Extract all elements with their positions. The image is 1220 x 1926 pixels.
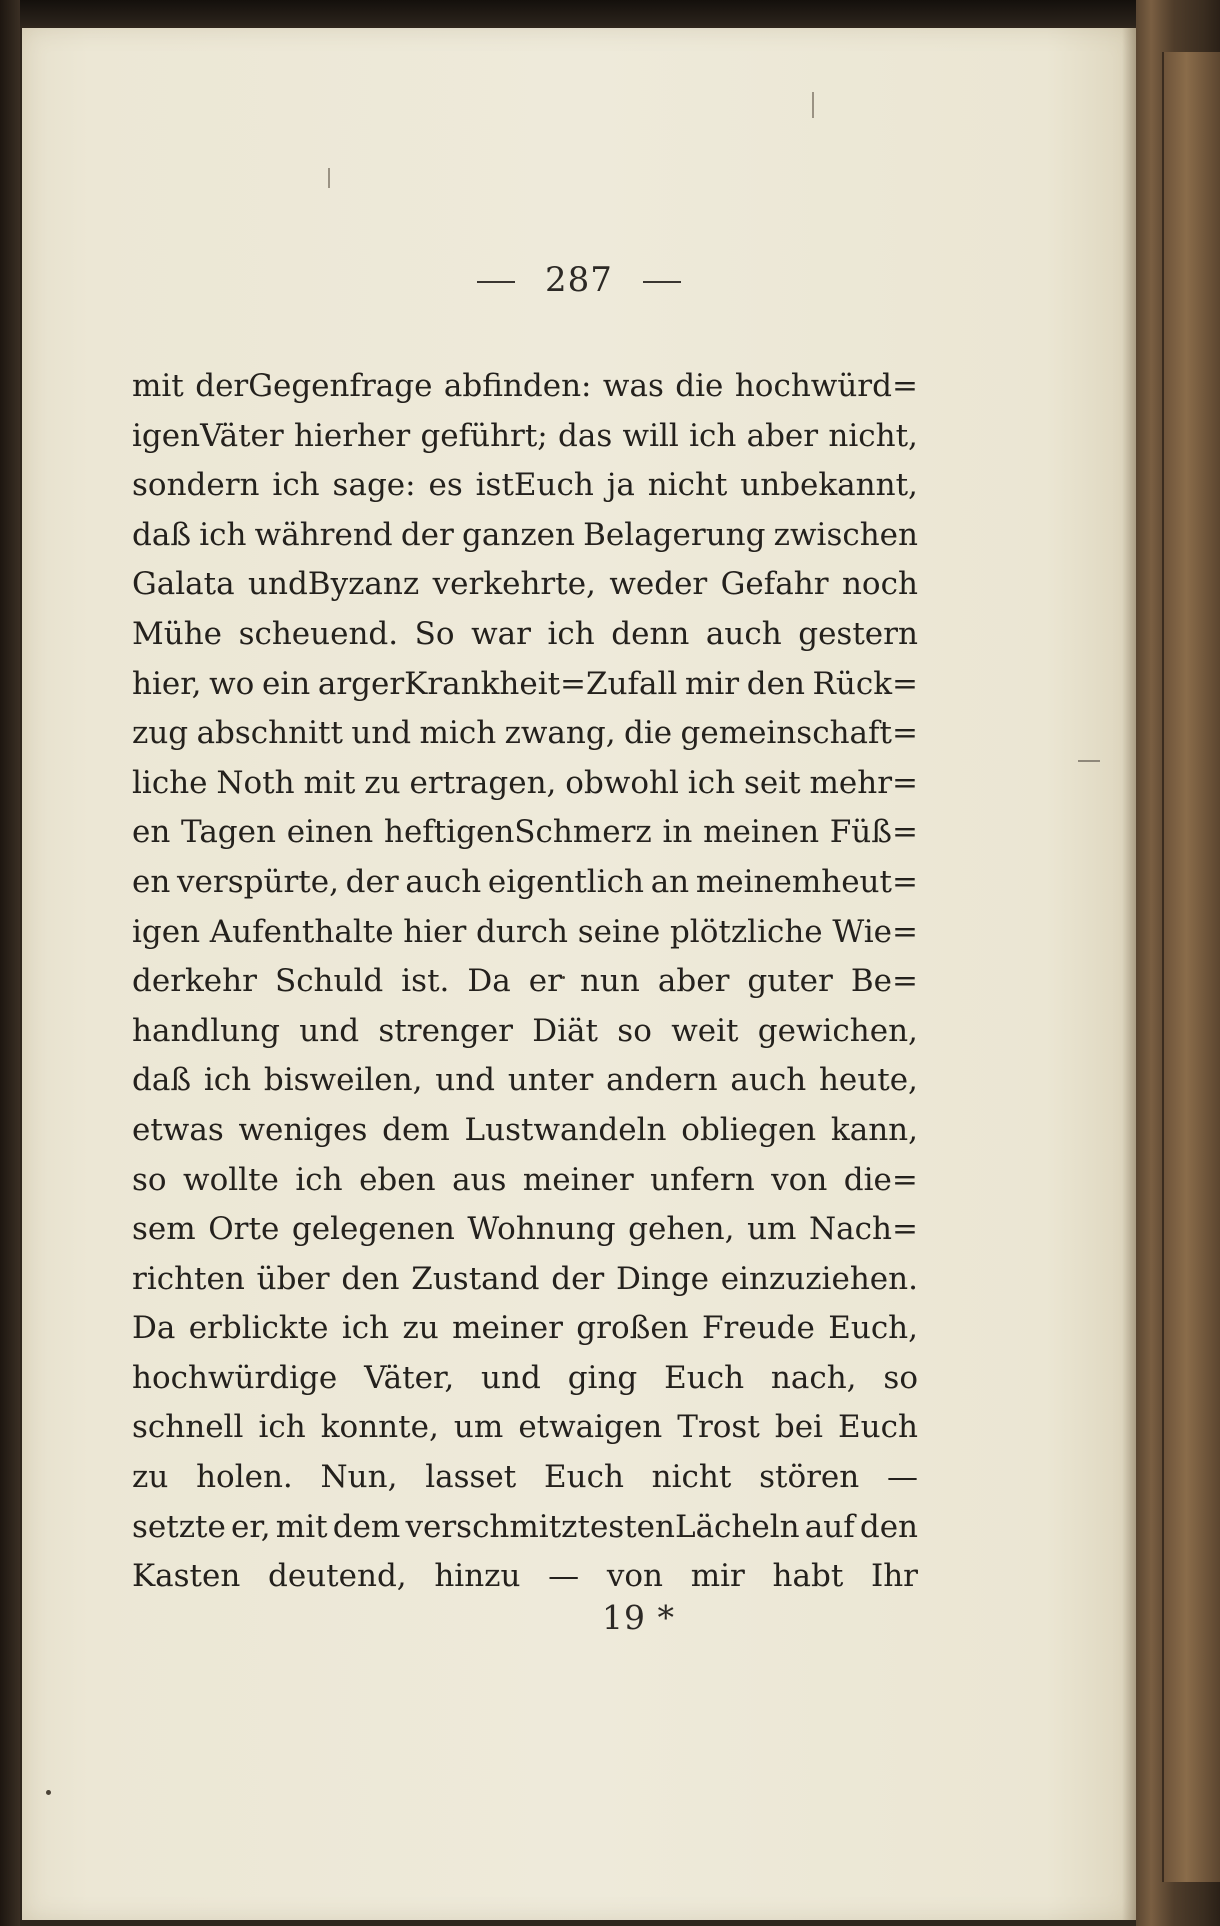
word: richten — [132, 1260, 245, 1297]
paper-blemish — [812, 92, 814, 118]
word: handlung — [132, 1012, 280, 1049]
page-number: 287 — [545, 260, 613, 300]
header-dash-left — [477, 281, 515, 283]
word: plötzliche — [669, 913, 823, 950]
word: Euch — [543, 1459, 624, 1496]
word: um — [747, 1211, 797, 1248]
word: gemeinschaft= — [680, 715, 918, 752]
word: und — [481, 1359, 541, 1396]
word: en — [132, 863, 171, 900]
word: so — [617, 1012, 652, 1049]
word: stören — [759, 1459, 860, 1496]
word: will — [622, 417, 679, 454]
word: auf — [804, 1508, 855, 1545]
word: meinemheut= — [695, 863, 918, 900]
word: Lustwandeln — [464, 1111, 667, 1148]
word: mir — [684, 665, 740, 702]
word: ja — [606, 467, 635, 504]
text-line — [132, 709, 918, 759]
word: Väter, — [364, 1359, 455, 1396]
word: ich — [687, 764, 736, 801]
text-line — [132, 1453, 918, 1503]
text-line — [132, 1007, 918, 1057]
word: Galata — [132, 566, 235, 603]
page-gutter-shadow — [1122, 28, 1136, 1920]
word: Zustand — [411, 1260, 540, 1297]
word: scheuend. — [238, 615, 399, 652]
word: en — [132, 814, 171, 851]
word: abschnitt — [196, 715, 343, 752]
word: gelegenen — [291, 1211, 455, 1248]
word: mit — [303, 764, 356, 801]
word: Euch — [838, 1409, 918, 1446]
word: hier, — [132, 665, 202, 702]
book-cover-band — [1162, 52, 1220, 1882]
paper-speck — [562, 976, 565, 979]
text-line — [132, 759, 918, 809]
word: heute, — [818, 1062, 918, 1099]
word: Freude — [702, 1310, 815, 1347]
word: gestern — [798, 615, 918, 652]
word: ich — [547, 615, 595, 652]
word: in — [662, 814, 693, 851]
word: Nach= — [809, 1211, 918, 1248]
word: dem — [382, 1111, 450, 1148]
word: mit — [132, 368, 184, 404]
paper-blemish — [328, 168, 330, 188]
word: der — [551, 1260, 605, 1297]
word: der — [345, 863, 399, 900]
word: sem — [132, 1211, 196, 1248]
word: unter — [507, 1062, 594, 1099]
text-line — [132, 808, 918, 858]
scan-top-edge — [0, 0, 1220, 26]
word: bei — [774, 1409, 823, 1446]
word: Euch — [664, 1359, 745, 1396]
word: nicht — [647, 467, 728, 504]
text-line — [132, 1255, 918, 1305]
text-line — [132, 1156, 918, 1206]
word: so — [132, 1161, 167, 1198]
word: hierher — [293, 417, 411, 454]
word: ging — [567, 1359, 638, 1396]
word: Belagerung — [583, 516, 766, 553]
word: zu — [402, 1310, 439, 1347]
word: nicht — [651, 1459, 732, 1496]
text-line — [132, 1056, 918, 1106]
word: Be= — [850, 963, 918, 1000]
word: mich — [419, 715, 497, 752]
word: verschmitztestenLächeln — [405, 1508, 800, 1545]
word: etwas — [132, 1111, 224, 1148]
word: auch — [730, 1062, 807, 1099]
word: konnte, — [320, 1409, 439, 1446]
word: ich — [689, 417, 737, 454]
text-line — [132, 957, 918, 1007]
word: an — [650, 863, 690, 900]
word: ist. — [401, 963, 450, 1000]
text-line — [132, 511, 918, 561]
word: geführt; — [420, 417, 548, 454]
word: den — [859, 1508, 918, 1545]
word: argerKrankheit=Zufall — [317, 665, 678, 702]
word: aber — [657, 963, 730, 1000]
text-line — [132, 1205, 918, 1255]
word: unbekannt, — [740, 467, 918, 504]
word: ich — [199, 516, 247, 553]
text-line — [132, 1503, 918, 1553]
body-text — [132, 362, 918, 1602]
text-line — [132, 1106, 918, 1156]
word: über — [256, 1260, 330, 1297]
word: strenger — [378, 1012, 513, 1049]
word: auch — [705, 615, 782, 652]
word: eigentlich — [487, 863, 644, 900]
text-line — [132, 1354, 918, 1404]
text-line — [132, 412, 918, 462]
word: obliegen — [681, 1111, 817, 1148]
text-line — [132, 660, 918, 710]
word: sage: — [332, 467, 416, 504]
text-line — [132, 1552, 918, 1602]
word: ich — [258, 1409, 306, 1446]
word: gewichen, — [757, 1012, 918, 1049]
word: großen — [576, 1310, 689, 1347]
word: noch — [841, 566, 918, 603]
word: Aufenthalte — [209, 913, 394, 950]
word: zu — [132, 1459, 169, 1496]
text-line — [132, 908, 918, 958]
word: unfern — [650, 1161, 755, 1198]
word: ich — [295, 1161, 343, 1198]
word: Wie= — [832, 913, 918, 950]
word: Mühe — [132, 615, 223, 652]
word: etwaigen — [518, 1409, 663, 1446]
word: daß — [132, 516, 192, 553]
word: verkehrte, — [432, 566, 596, 603]
word: So — [414, 615, 455, 652]
word: das — [558, 417, 613, 454]
text-line — [132, 1403, 918, 1453]
word: Nun, — [320, 1459, 398, 1496]
word: bisweilen, — [263, 1062, 423, 1099]
word: Tagen — [181, 814, 276, 851]
header-dash-right — [643, 281, 681, 283]
word: eben — [359, 1161, 436, 1198]
word: holen. — [196, 1459, 293, 1496]
word: er, — [231, 1508, 271, 1545]
word: durch — [476, 913, 569, 950]
text-line — [132, 610, 918, 660]
word: zu — [364, 764, 401, 801]
word: war — [471, 615, 531, 652]
word: Da — [132, 1310, 176, 1347]
word: die — [675, 368, 724, 404]
word: igen — [132, 913, 201, 950]
word: und — [351, 715, 412, 752]
word: ganzen — [462, 516, 575, 553]
word: Schuld — [274, 963, 384, 1000]
word: Ihr — [870, 1558, 918, 1595]
word: habt — [772, 1558, 844, 1595]
word: abfinden: — [443, 368, 592, 404]
word: aus — [452, 1161, 507, 1198]
word: lasset — [425, 1459, 517, 1496]
word: Dinge — [616, 1260, 709, 1297]
word: hochwürdige — [132, 1359, 338, 1396]
word: und — [299, 1012, 360, 1049]
word: von — [771, 1161, 828, 1198]
word: zwang, — [504, 715, 616, 752]
word: aber — [746, 417, 819, 454]
word: einzuziehen. — [720, 1260, 918, 1297]
page-header — [22, 260, 1136, 300]
word: Diät — [532, 1012, 598, 1049]
text-line — [132, 1304, 918, 1354]
word: den — [341, 1260, 400, 1297]
word: den — [746, 665, 805, 702]
word: was — [602, 368, 664, 404]
word: ertragen, — [409, 764, 557, 801]
word: kann, — [830, 1111, 918, 1148]
word: wo — [209, 665, 255, 702]
word: weit — [671, 1012, 739, 1049]
word: um — [453, 1409, 504, 1446]
word: guter — [747, 963, 833, 1000]
word: denn — [611, 615, 690, 652]
word: mit — [275, 1508, 328, 1545]
word: deutend, — [268, 1558, 407, 1595]
word: hochwürd= — [734, 368, 918, 404]
word: dem — [332, 1508, 401, 1545]
word: sondern — [132, 467, 260, 504]
word: die= — [843, 1161, 918, 1198]
book-spine-edge — [0, 0, 20, 1926]
word: Füß= — [829, 814, 918, 851]
word: andern — [606, 1062, 718, 1099]
paper-speck — [46, 1790, 51, 1795]
text-line — [132, 362, 918, 412]
word: mir — [690, 1558, 745, 1595]
word: Da — [467, 963, 511, 1000]
word: daß — [132, 1062, 192, 1099]
word: die — [623, 715, 673, 752]
word: nicht, — [828, 417, 918, 454]
word: Kasten — [132, 1558, 241, 1595]
word: Gefahr — [720, 566, 829, 603]
word: mehr= — [809, 764, 918, 801]
word: obwohl — [565, 764, 679, 801]
word: ich — [203, 1062, 252, 1099]
word: seine — [577, 913, 661, 950]
word: der — [400, 516, 454, 553]
word: nach, — [770, 1359, 857, 1396]
word: gehen, — [628, 1211, 735, 1248]
word: meinen — [703, 814, 820, 851]
word: liche — [132, 764, 208, 801]
word: Rück= — [812, 665, 918, 702]
text-line — [132, 560, 918, 610]
book-page — [22, 28, 1136, 1920]
word: ich — [341, 1310, 390, 1347]
word: so — [883, 1359, 918, 1396]
word: weniges — [238, 1111, 368, 1148]
word: nun — [579, 963, 640, 1000]
word: schnell — [132, 1409, 244, 1446]
word: und — [435, 1062, 496, 1099]
word: zwischen — [773, 516, 918, 553]
text-line — [132, 461, 918, 511]
word: es — [428, 467, 463, 504]
word: undByzanz — [248, 566, 420, 603]
word: Noth — [216, 764, 295, 801]
word: er — [528, 963, 562, 1000]
word: hier — [403, 913, 467, 950]
word: istEuch — [475, 467, 594, 504]
word: auch — [405, 863, 482, 900]
word: von — [606, 1558, 664, 1595]
word: Orte — [208, 1211, 280, 1248]
word: seit — [743, 764, 801, 801]
word: — — [548, 1558, 580, 1595]
word: ich — [272, 467, 320, 504]
word: Wohnung — [467, 1211, 616, 1248]
word: weder — [609, 566, 708, 603]
word: einen — [286, 814, 374, 851]
word: heftigenSchmerz — [383, 814, 652, 851]
word: wollte — [183, 1161, 279, 1198]
word: setzte — [132, 1508, 226, 1545]
word: meiner — [522, 1161, 634, 1198]
word: erblickte — [188, 1310, 329, 1347]
word: derkehr — [132, 963, 257, 1000]
word: hinzu — [434, 1558, 521, 1595]
word: zug — [132, 715, 189, 752]
word: derGegenfrage — [195, 368, 433, 404]
word: Euch, — [828, 1310, 918, 1347]
word: verspürte, — [177, 863, 339, 900]
word: igenVäter — [132, 417, 284, 454]
word: ein — [261, 665, 311, 702]
word: meiner — [452, 1310, 563, 1347]
paper-blemish — [1078, 760, 1100, 762]
text-line — [132, 858, 918, 908]
word: Trost — [677, 1409, 760, 1446]
word: während — [254, 516, 393, 553]
word: — — [887, 1459, 918, 1496]
signature-mark: 19 * — [602, 1598, 675, 1637]
